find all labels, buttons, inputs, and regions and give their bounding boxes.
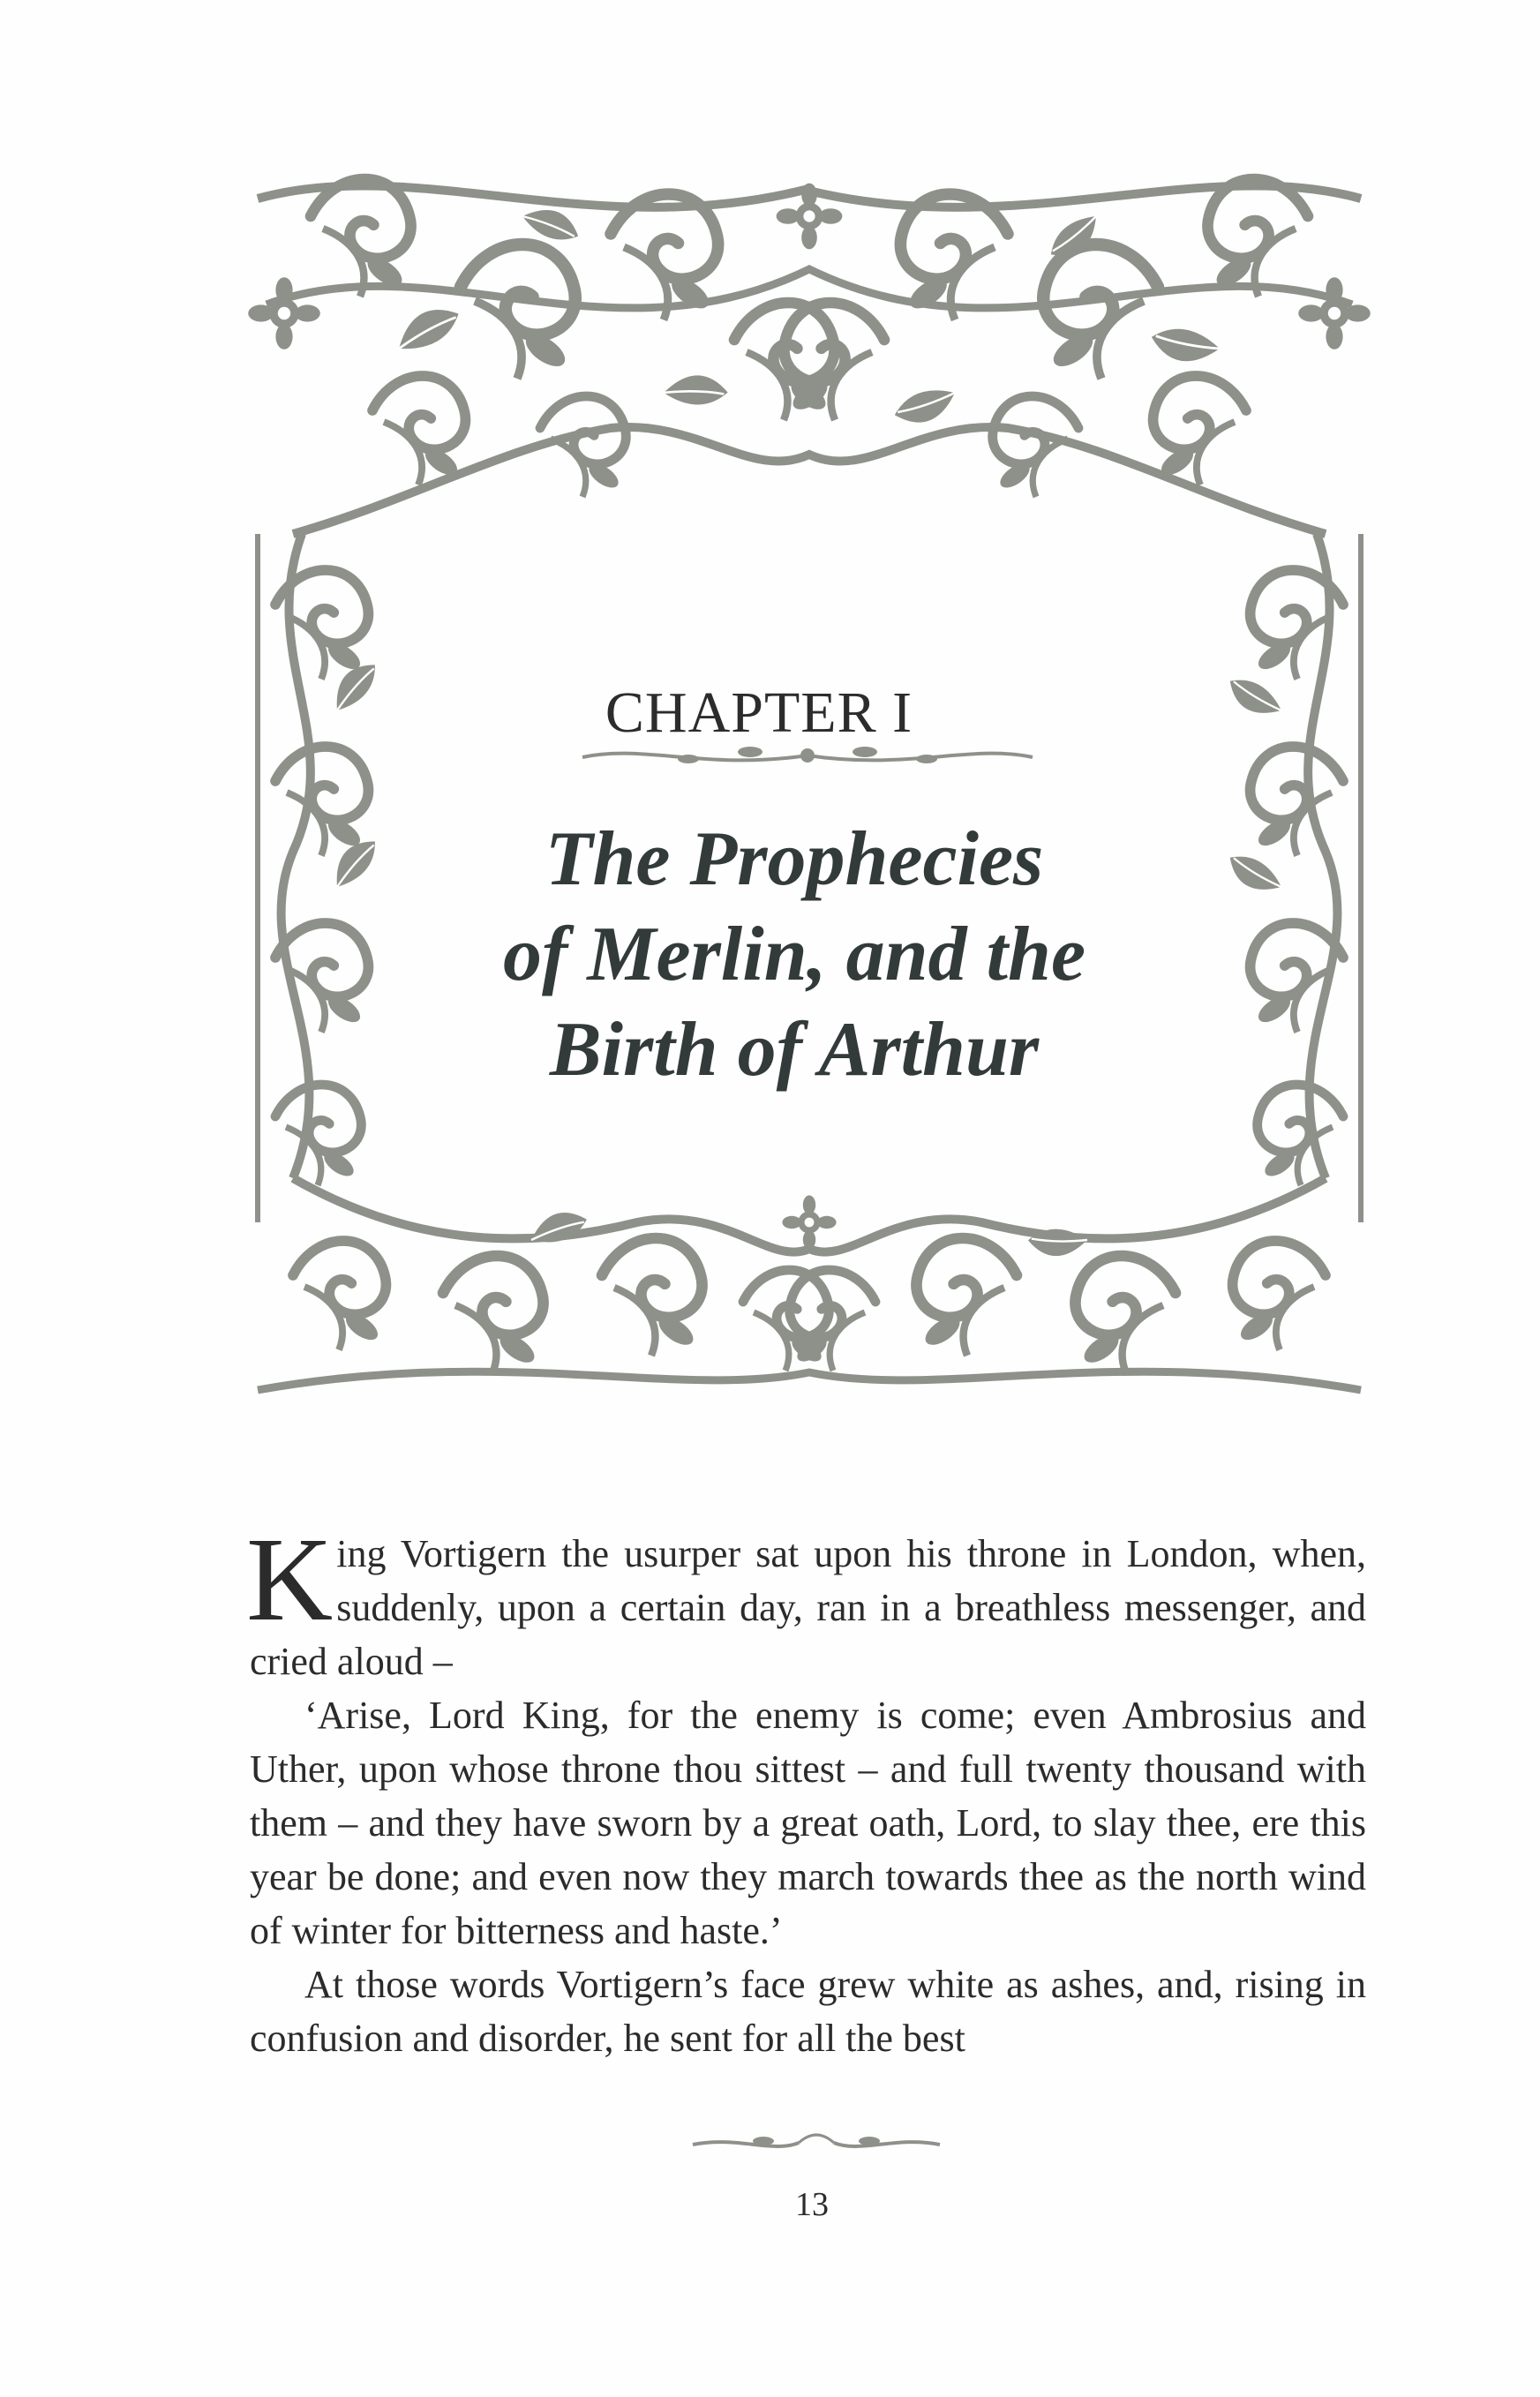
chapter-title-line: of Merlin, and the bbox=[502, 912, 1086, 997]
page-number: 13 bbox=[795, 2186, 829, 2223]
chapter-title-line: The Prophecies bbox=[545, 816, 1044, 902]
drop-cap: K bbox=[246, 1514, 334, 1646]
chapter-title bbox=[406, 812, 1183, 1098]
paragraph bbox=[246, 1514, 1366, 1688]
body-text bbox=[246, 1514, 1366, 2065]
footer-ornament bbox=[684, 2129, 949, 2160]
ornamental-frame bbox=[240, 163, 1378, 1416]
chapter-label: CHAPTER I bbox=[605, 680, 913, 745]
paragraph: At those words Vortigern’s face grew white as ashes, and, rising in confusion and disorder, he sent for all the best bbox=[250, 1963, 1366, 2060]
paragraph: ‘Arise, Lord King, for the enemy is come; even Ambrosius and Uther, upon whose throne thou sittest – and full twenty thousand with them – and they have sworn by a great oath, Lord, to slay thee, ere this year be done; and even now they march towards thee as the north wind of winter for bitterness and haste.’ bbox=[250, 1694, 1366, 1952]
chapter-divider-ornament bbox=[574, 740, 1041, 775]
chapter-title-line: Birth of Arthur bbox=[549, 1007, 1040, 1093]
paragraph-text: ing Vortigern the usurper sat upon his throne in London, when, suddenly, upon a certain day, ran in a breathless messenger, and cried aloud – bbox=[250, 1532, 1366, 1683]
